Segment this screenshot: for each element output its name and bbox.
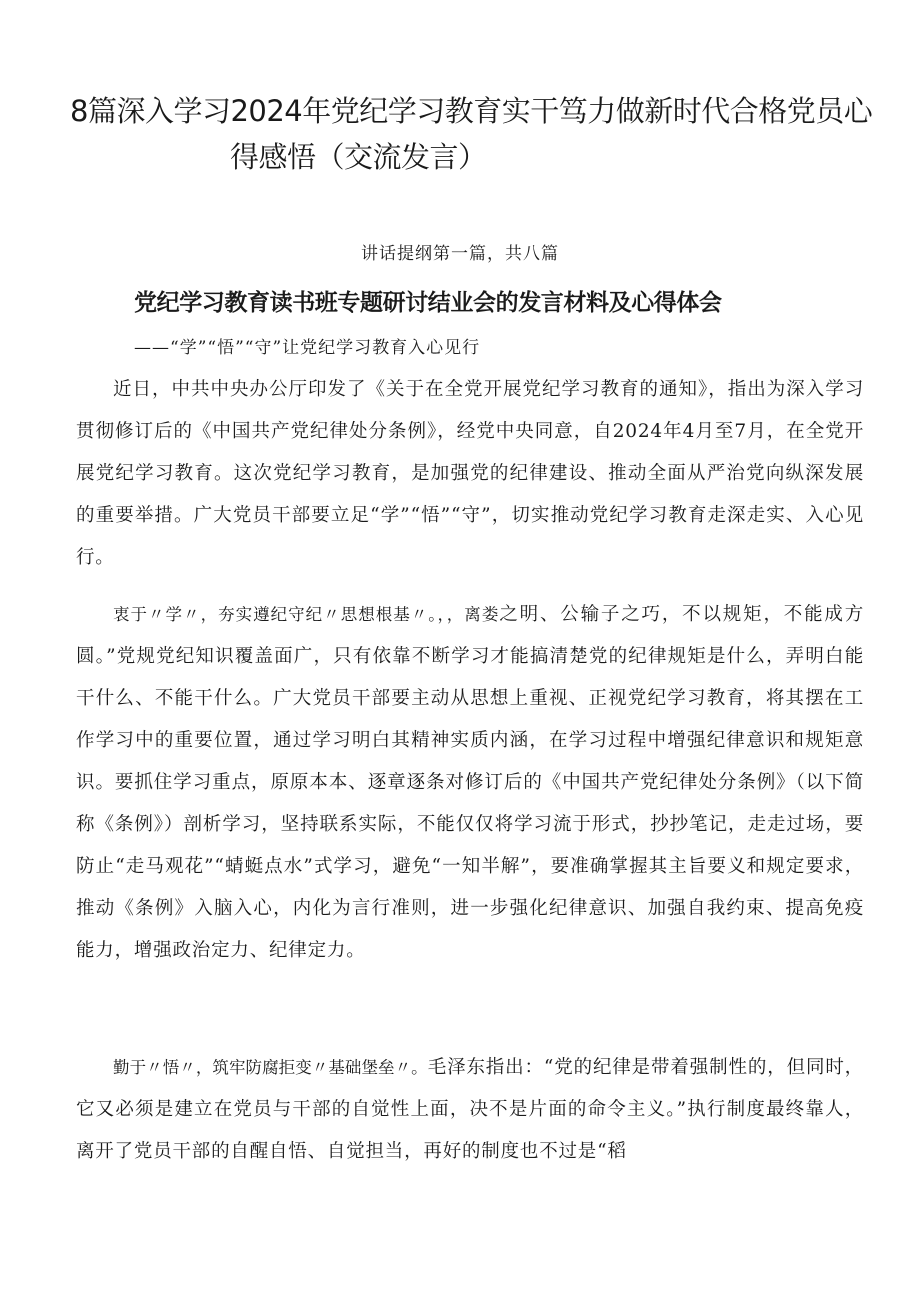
document-title-line-1: 8篇深入学习2024年党纪学习教育实干笃力做新时代合格党员心 (70, 94, 873, 128)
paragraph-body: 毛泽东指出：“党的纪律是带着强制性的，但同时，它又必须是建立在党员与干部的自觉性上面，决不是片面的命令主义。”执行制度最终靠人，离开了党员干部的自醒自悟、自觉担当，再好的制度也不过是“稻 (76, 1057, 864, 1162)
body-paragraph-3 (76, 1047, 864, 1173)
article-subtitle: ——“学”“悟”“守”让党纪学习教育入心见行 (134, 338, 481, 358)
paragraph-body: 之明、公输子之巧，不以规矩，不能成方圆。”党规党纪知识覆盖面广，只有依靠不断学习才能搞清楚党的纪律规矩是什么，弄明白能干什么、不能干什么。广大党员干部要主动从思想上重视、正视党纪学习教育，将其摆在工作学习中的重要位置，通过学习明白其精神实质内涵，在学习过程中增强纪律意识和规矩意识。要抓住学习重点，原原本本、逐章逐条对修订后的《中国共产党纪律处分条例》（以下简称《条例》）剖析学习，坚持联系实际，不能仅仅将学习流于形式，抄抄笔记，走走过场，要防止“走马观花”“蜻蜓点水”式学习，避免“一知半解”，要准确掌握其主旨要义和规定要求，推动《条例》入脑入心，内化为言行准则，进一步强化纪律意识、加强自我约束、提高免疫能力，增强政治定力、纪律定力。 (76, 604, 864, 961)
body-paragraph-1 (76, 369, 864, 579)
paragraph-text (76, 594, 864, 972)
paragraph-text: 近日，中共中央办公厅印发了《关于在全党开展党纪学习教育的通知》，指出为深入学习贯彻修订后的《中国共产党纪律处分条例》，经党中央同意，自2024年4月至7月，在全党开展党纪学习教育。这次党纪学习教育，是加强党的纪律建设、推动全面从严治党向纵深发展的重要举措。广大党员干部要立足“学”“悟”“守”，切实推动党纪学习教育走深走实、入心见行。 (76, 379, 864, 568)
document-title-line-2: 得感悟（交流发言） (230, 140, 487, 174)
paragraph-lead-heading: 勤于〃悟〃，筑牢防腐拒变〃基础堡垒〃。 (113, 1058, 428, 1077)
article-title: 党纪学习教育读书班专题研讨结业会的发言材料及心得体会 (134, 290, 722, 316)
paragraph-text (76, 1047, 864, 1173)
section-label: 讲话提纲第一篇，共八篇 (361, 244, 559, 264)
document-title (70, 88, 873, 180)
paragraph-lead-heading: 衷于〃学〃，夯实遵纪守纪〃思想根基〃。，，离娄 (113, 605, 500, 624)
body-paragraph-2 (76, 594, 864, 972)
